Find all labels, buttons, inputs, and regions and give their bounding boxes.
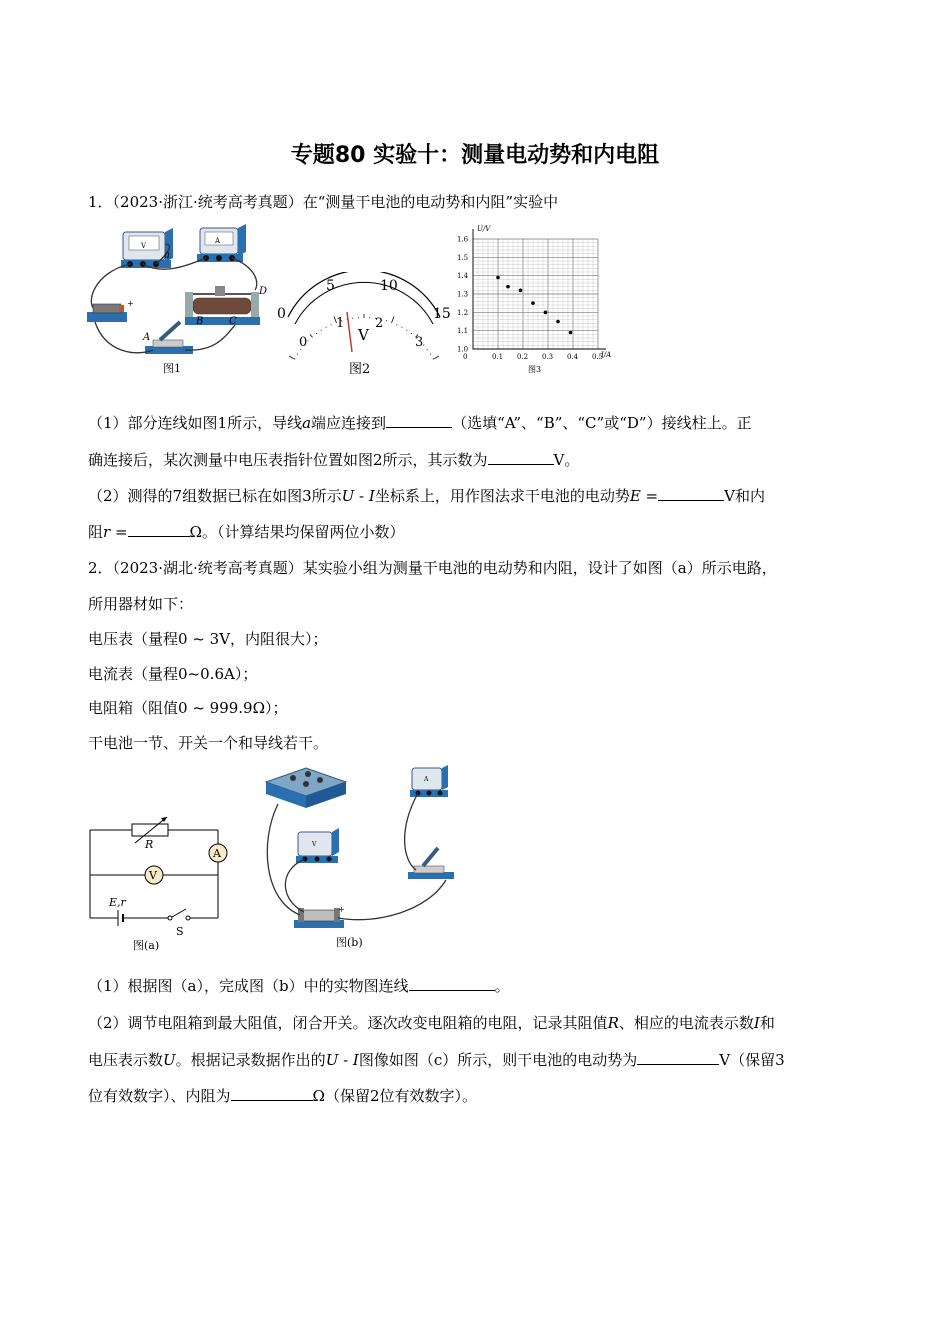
math: 0 ~ 3V — [178, 630, 231, 648]
text: ）； — [234, 665, 258, 683]
answer-blank-terminal[interactable] — [386, 412, 452, 428]
y-tick-label: 1.5 — [457, 253, 469, 262]
dial-tick — [430, 354, 431, 355]
dial-tick — [297, 354, 298, 355]
terminal-d-label: D — [259, 286, 268, 297]
dial-inner-2: 2 — [375, 316, 384, 331]
ammeter-icon — [410, 765, 448, 797]
wire-a-label: a — [164, 250, 170, 261]
q2-part2-line1 — [88, 1012, 775, 1034]
text: 电阻箱（阻值 — [88, 699, 179, 717]
var-u: U — [163, 1051, 176, 1069]
answer-blank-resistance[interactable] — [128, 521, 190, 537]
y-tick-label: 1.4 — [457, 272, 469, 281]
dial-tick — [427, 349, 428, 350]
x-tick-label: 0.4 — [567, 353, 579, 361]
text: （2）调节电阻箱到最大阻值，闭合开关。逐次改变电阻箱的电阻，记录其阻值 — [88, 1014, 608, 1032]
dial-tick — [423, 345, 424, 346]
y-tick-label: 1.3 — [457, 290, 469, 299]
text: Ω（保留2位有效数字）。 — [312, 1087, 477, 1105]
terminal-b-label: B — [196, 316, 204, 327]
voltmeter-icon — [296, 828, 339, 863]
text: （2）测得的7组数据已标在如图3所示 — [88, 487, 342, 505]
text: 电流表（量程 — [88, 665, 179, 683]
text: 位有效数字）、内阻为 — [88, 1087, 231, 1105]
text: V（保留3 — [719, 1051, 785, 1069]
label-a: A — [213, 847, 221, 860]
figure-a-schematic — [85, 815, 235, 953]
dial-tick — [391, 316, 393, 323]
answer-blank-resistance[interactable] — [231, 1085, 313, 1101]
data-point — [519, 289, 523, 293]
dial-tick — [407, 330, 408, 331]
q1-part2-line2 — [88, 521, 404, 543]
data-point — [531, 301, 535, 305]
text: 确连接后，某次测量中电压表指针位置如图2所示，其示数为 — [88, 451, 488, 469]
q2-item-ammeter — [88, 663, 257, 685]
battery-plus: + — [338, 905, 345, 914]
q2-item-resistance-box — [88, 697, 288, 719]
data-point — [556, 320, 560, 324]
var-r: R — [607, 1014, 619, 1032]
voltmeter-label: V — [312, 841, 317, 848]
figure-a-label: 图(a) — [133, 939, 160, 952]
dial-outer-5: 5 — [326, 278, 335, 294]
voltmeter-icon — [121, 228, 173, 268]
data-point — [496, 276, 500, 280]
figure-1-label: 图1 — [163, 362, 181, 375]
q2-item-voltmeter — [88, 628, 328, 650]
text: （1）根据图（a），完成图（b）中的实物图连线 — [88, 977, 409, 995]
text: 阻 — [88, 523, 104, 541]
math: 0 ~ 999.9Ω — [178, 699, 266, 717]
q2-part1 — [88, 975, 510, 997]
resistor-box — [132, 824, 168, 836]
text: ）； — [265, 699, 288, 717]
q2-item-battery: 干电池一节、开关一个和导线若干。 — [88, 734, 329, 752]
y-axis-label: U/V — [477, 225, 491, 233]
dial-tick — [411, 333, 412, 334]
q1-part2-line1 — [88, 485, 765, 507]
dial-outer-10: 10 — [380, 278, 398, 294]
answer-blank-voltage[interactable] — [488, 449, 554, 465]
text: Ω。（计算结果均保留两位小数） — [189, 523, 405, 541]
text: 端应连接到 — [311, 414, 387, 432]
text: 。 — [494, 977, 510, 995]
label-v: V — [149, 869, 157, 882]
dial-outer-15: 15 — [433, 306, 451, 322]
q2-heading: 2．（2023·湖北·统考高考真题）某实验小组为测量干电池的电动势和内阻，设计了如图（a）所示电路， — [88, 559, 777, 577]
x-tick-label: 0.3 — [542, 353, 554, 361]
resistance-box-icon — [266, 768, 346, 808]
y-tick-label: 1.0 — [457, 345, 469, 354]
y-tick-label: 1.2 — [457, 308, 469, 317]
math-u-i: U - I — [341, 487, 375, 505]
text: 电压表示数 — [88, 1051, 164, 1069]
switch-icon — [145, 322, 193, 354]
dial-inner-0: 0 — [299, 335, 308, 350]
text: 电压表（量程 — [88, 630, 179, 648]
figure-b-apparatus — [258, 760, 468, 952]
q1-heading: 1．（2023·浙江·统考高考真题）在“测量干电池的电动势和内阻”实验中 — [88, 193, 559, 211]
dial-outer-0: 0 — [277, 306, 286, 322]
x-axis-label: I/A — [601, 351, 612, 359]
text: 。根据记录数据作出的 — [175, 1051, 326, 1069]
dial-tick — [316, 333, 317, 334]
text: 图像如图（c）所示，则干电池的电动势为 — [358, 1051, 638, 1069]
q2-part2-line2 — [88, 1049, 785, 1071]
ammeter-label: A — [424, 776, 429, 783]
dial-tick — [433, 356, 439, 359]
dial-unit: V — [358, 326, 369, 344]
var-i: I — [753, 1014, 760, 1032]
ammeter-icon — [197, 224, 246, 262]
grid — [457, 229, 606, 361]
math-r: r = — [103, 523, 128, 541]
figure-1-circuit — [85, 222, 275, 377]
q1-part1-line1 — [88, 412, 752, 434]
dial-tick — [310, 334, 313, 337]
battery-plus: + — [127, 299, 134, 308]
figure-2-label: 图2 — [349, 362, 371, 377]
figure-2-voltmeter-dial — [275, 272, 460, 377]
dial-needle — [347, 312, 352, 352]
figure-3-ui-graph — [455, 222, 625, 377]
figure-3-label: 图3 — [528, 365, 542, 374]
ammeter-label: A — [215, 237, 221, 245]
figure-b-label: 图(b) — [336, 936, 363, 949]
battery-icon — [87, 304, 127, 322]
dial-tick — [321, 330, 322, 331]
math: 0~0.6A — [178, 665, 235, 683]
math-u-i: U - I — [325, 1051, 359, 1069]
dial-tick — [308, 341, 309, 342]
text: V。 — [553, 451, 580, 469]
terminal-c-label: C — [229, 316, 237, 327]
voltmeter-label: V — [141, 242, 147, 250]
text: 坐标系上，用作图法求干电池的电动势 — [374, 487, 630, 505]
text: （选填“A”、“B”、“C”或“D”）接线柱上。正 — [452, 414, 752, 432]
label-s: S — [176, 925, 184, 938]
math-e: E = — [629, 487, 659, 505]
text: ，内阻很大）； — [230, 630, 328, 648]
label-r: R — [145, 838, 154, 851]
dial-inner-3: 3 — [415, 335, 424, 350]
y-tick-label: 1.6 — [457, 235, 469, 244]
switch-lever — [172, 909, 186, 917]
answer-blank-wiring[interactable] — [409, 975, 495, 991]
dial-inner-1: 1 — [336, 316, 345, 331]
data-point — [506, 285, 510, 289]
text: 和 — [759, 1014, 775, 1032]
var-a: a — [302, 414, 312, 432]
x-tick-label: 0 — [463, 353, 468, 361]
answer-blank-emf[interactable] — [637, 1049, 719, 1065]
switch-icon — [408, 848, 454, 879]
x-tick-label: 0.2 — [517, 353, 529, 361]
x-tick-label: 0.1 — [492, 353, 504, 361]
label-er: E,r — [109, 896, 126, 909]
x-tick-label: 0.5 — [592, 353, 604, 361]
terminal-a-label: A — [143, 332, 151, 343]
y-tick-label: 1.1 — [457, 327, 469, 336]
data-point — [544, 311, 548, 315]
text: V和内 — [724, 487, 765, 505]
dial-tick — [289, 356, 295, 359]
q2-heading-line2: 所用器材如下： — [88, 595, 194, 613]
text: 、相应的电流表示数 — [618, 1014, 754, 1032]
page-title: 专题80 实验十：测量电动势和内电阻 — [290, 143, 660, 168]
q1-part1-line2 — [88, 449, 579, 471]
answer-blank-emf[interactable] — [658, 485, 724, 501]
text: （1）部分连线如图1所示，导线 — [88, 414, 303, 432]
q2-part2-line3 — [88, 1085, 477, 1107]
data-point — [569, 331, 573, 335]
